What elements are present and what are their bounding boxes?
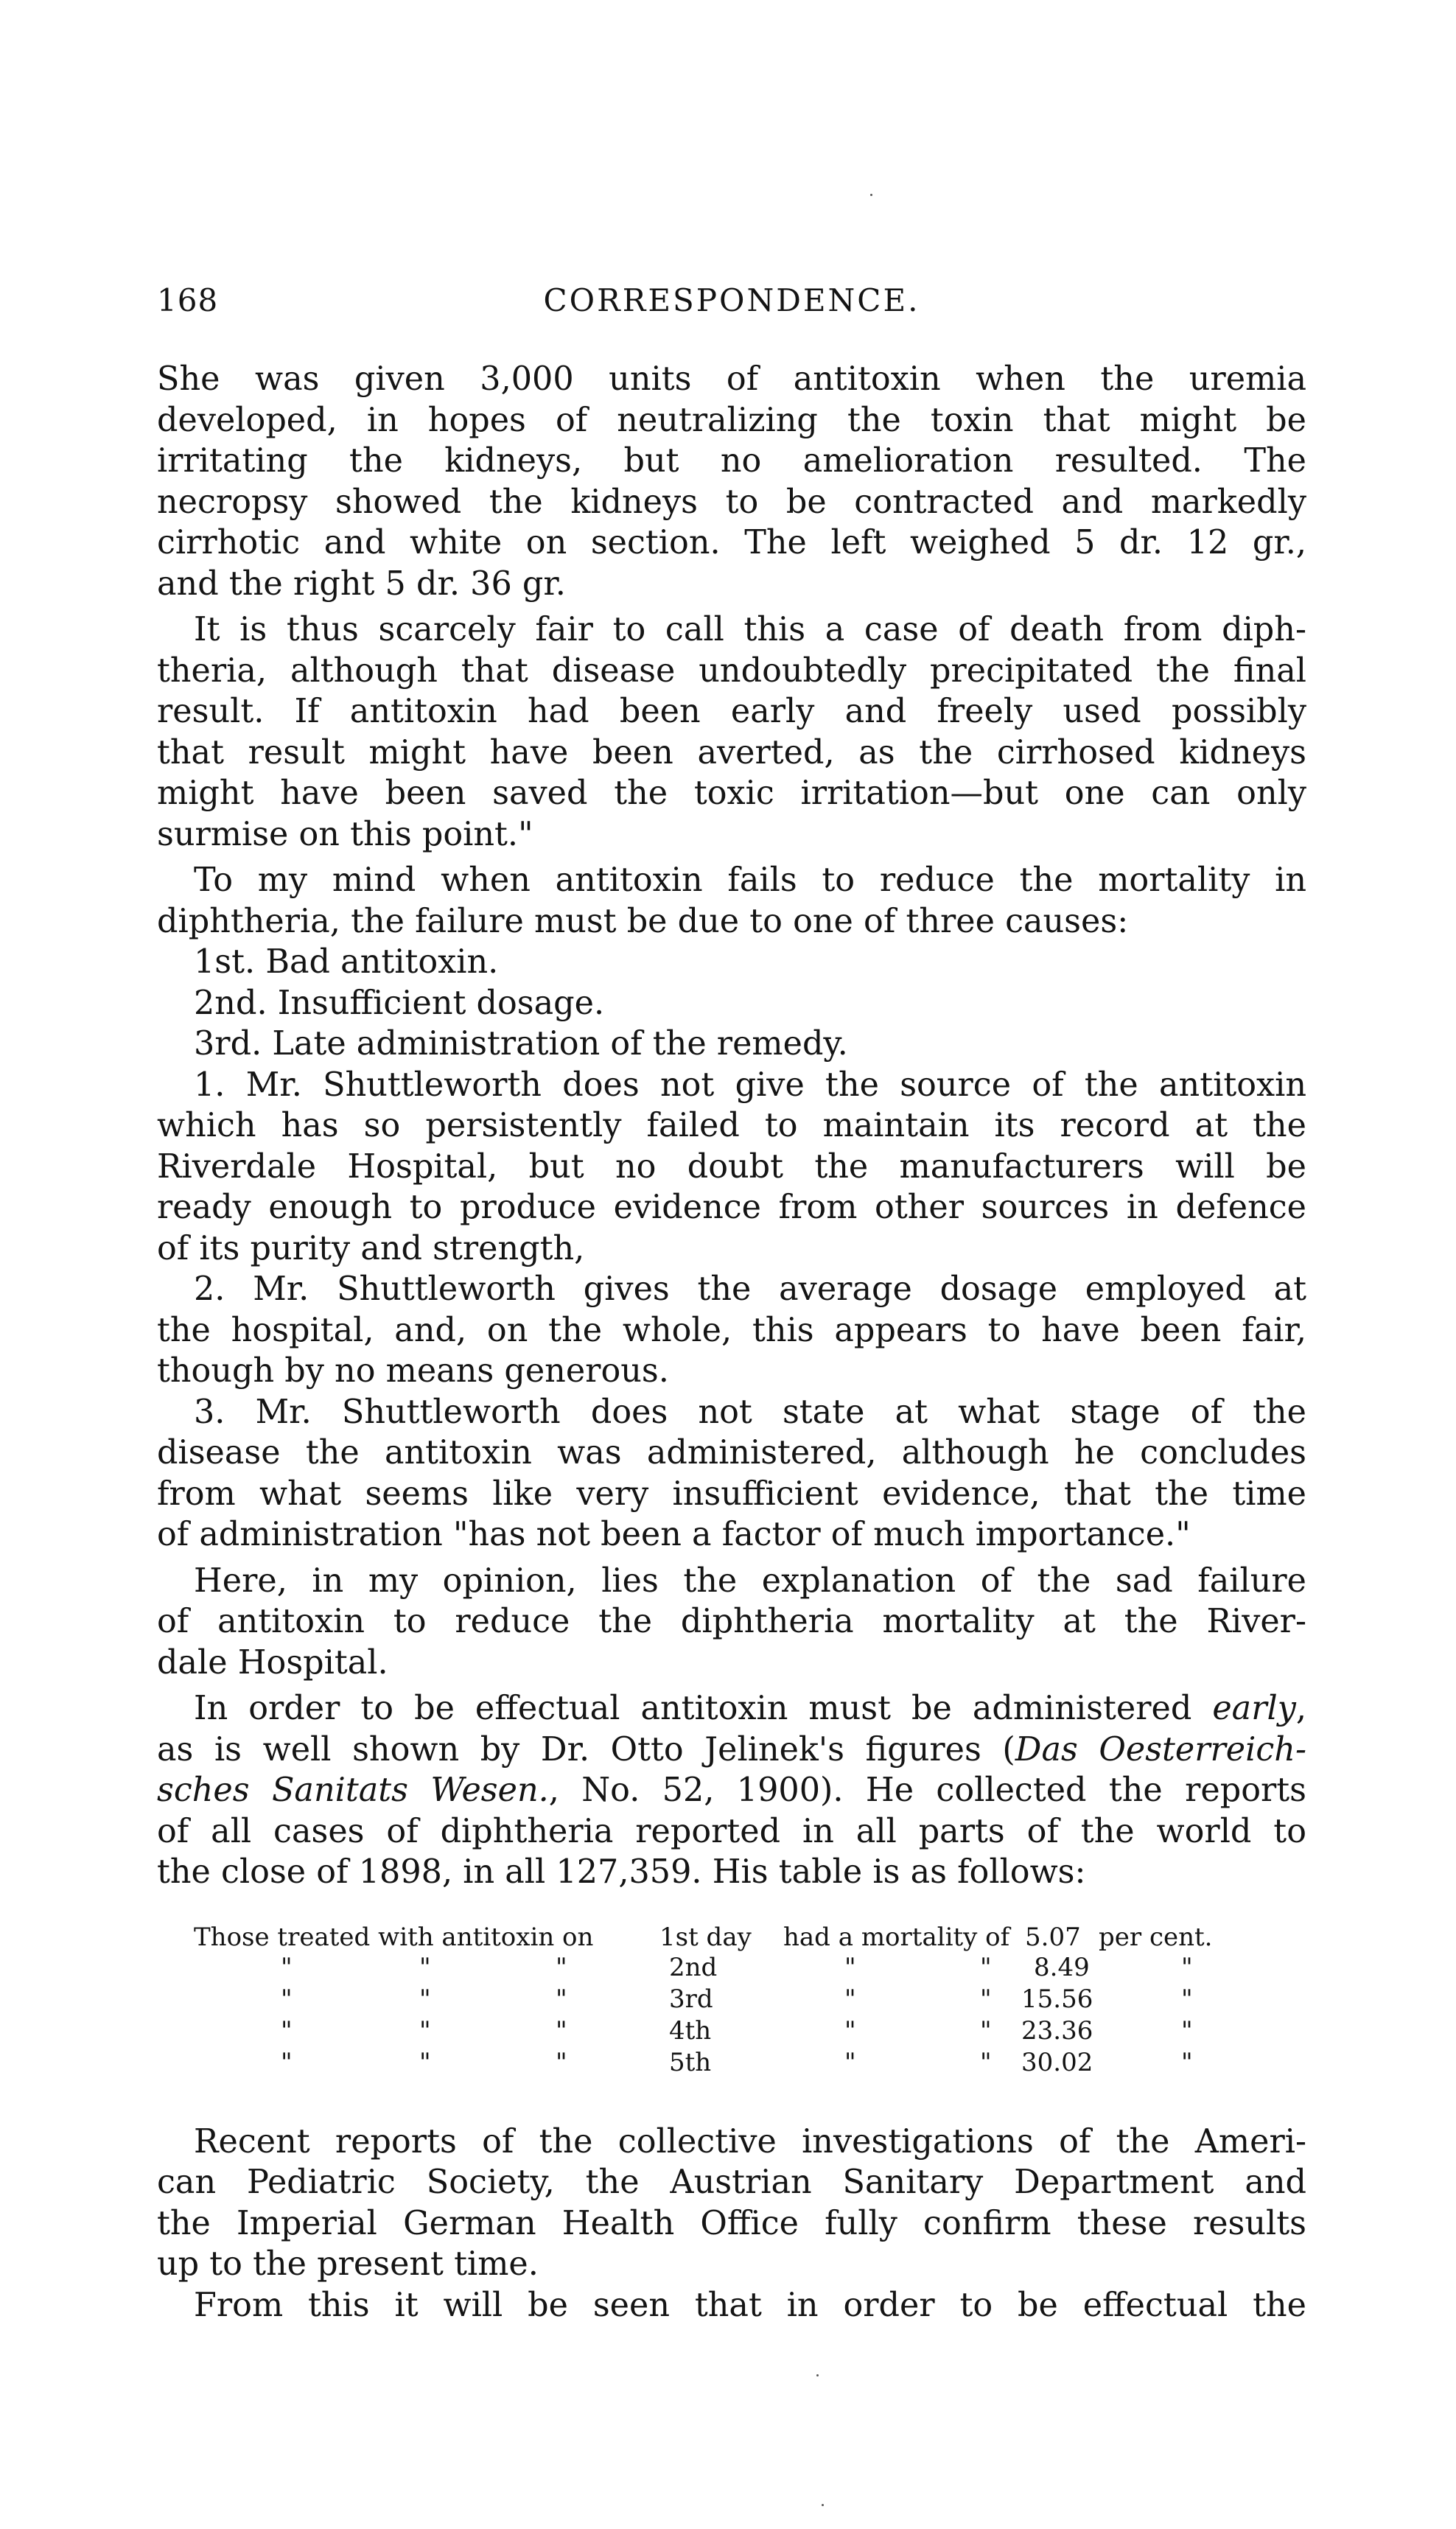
text-line: result. If antitoxin had been early and freely used possibly [157,693,1306,730]
list-item [157,983,1306,1024]
ditto-mark: " [556,1952,567,1982]
table-day: 2nd [669,1952,718,1982]
text-line: the Imperial German Health Office fully confirm these results [157,2204,1306,2242]
text-line: which has so persistently failed to maintain its record at the [157,1107,1306,1144]
ditto-mark: " [281,1952,293,1982]
ditto-mark: " [844,2015,856,2046]
table-value: 8.49 [1034,1952,1090,1982]
table-day: 5th [669,2047,712,2077]
list-item [157,1024,1306,1065]
text-line: 1. Mr. Shuttleworth does not give the source of the antitoxin [194,1066,1306,1104]
table-row-label: had a mortality of [783,1922,1010,1952]
text-line: of all cases of diphtheria reported in all parts of the world to [157,1812,1306,1850]
ditto-mark: " [980,1984,992,2014]
scan-speck [822,2504,824,2506]
paragraph [157,2285,1306,2326]
text-line: diphtheria, the failure must be due to one of three causes: [157,902,1129,940]
text-line: In order to be effectual antitoxin must be administered early, [194,1690,1306,1727]
paragraph [157,359,1306,604]
text-line: though by no means generous. [157,1352,669,1390]
text-line: from what seems like very insufficient evidence, that the time [157,1475,1306,1513]
paragraph [157,1065,1306,1270]
text-line: 2nd. Insufficient dosage. [194,984,605,1022]
paragraph [157,2122,1306,2285]
ditto-mark: " [556,2047,567,2077]
text-line: surmise on this point." [157,815,533,853]
text-line: of administration "has not been a factor of much importance." [157,1516,1191,1553]
ditto-mark: " [980,2015,992,2046]
text-line: From this it will be seen that in order to be effectual the [194,2286,1306,2324]
text-line: disease the antitoxin was administered, although he concludes [157,1434,1306,1472]
text-line: of antitoxin to reduce the diphtheria mortality at the River- [157,1603,1306,1640]
text-line: 2. Mr. Shuttleworth gives the average dosage employed at [194,1270,1306,1308]
text-line: and the right 5 dr. 36 gr. [157,564,566,603]
paragraph [157,609,1306,855]
text-line: theria, although that disease undoubtedly precipitated the final [157,651,1306,690]
mortality-table [157,1921,1306,2080]
text-line: 1st. Bad antitoxin. [194,943,499,981]
text-line: 3rd. Late administration of the remedy. [194,1025,848,1063]
text-line: dale Hospital. [157,1643,388,1682]
text-line: as is well shown by Dr. Otto Jelinek's figures (Das Oesterreich- [157,1730,1306,1769]
table-day: 3rd [669,1984,713,2014]
table-day: 4th [669,2015,712,2046]
table-value: 30.02 [1021,2047,1093,2077]
text-line: irritating the kidneys, but no amelioration resulted. The [157,442,1306,480]
scan-speck [870,194,872,196]
text-line: that result might have been averted, as the cirrhosed kidneys [157,733,1306,772]
list-item [157,942,1306,983]
ditto-mark: " [1181,1984,1193,2014]
paragraph [157,1688,1306,1893]
ditto-mark: " [419,2015,431,2046]
ditto-mark: " [281,2015,293,2046]
text-line: She was given 3,000 units of antitoxin when the uremia [157,360,1306,398]
running-title: CORRESPONDENCE. [543,282,920,318]
body-text [157,359,1306,2326]
paragraph [157,860,1306,942]
ditto-mark: " [419,1984,431,2014]
text-line: sches Sanitats Wesen., No. 52, 1900). He collected the reports [157,1771,1306,1809]
ditto-mark: " [1181,2047,1193,2077]
text-line: up to the present time. [157,2245,539,2283]
table-row-label: Those treated with antitoxin on [194,1922,594,1952]
ditto-mark: " [556,1984,567,2014]
ditto-mark: " [419,1952,431,1982]
ditto-mark: " [281,2047,293,2077]
text-line: Recent reports of the collective investigations of the Ameri- [194,2122,1306,2161]
text-line: Here, in my opinion, lies the explanation of the sad failure [194,1561,1306,1600]
text-line: the close of 1898, in all 127,359. His table is as follows: [157,1853,1086,1891]
ditto-mark: " [844,1984,856,2014]
text-line: cirrhotic and white on section. The left weighed 5 dr. 12 gr., [157,524,1306,562]
ditto-mark: " [556,2015,567,2046]
table-value: 15.56 [1021,1984,1093,2014]
table-unit: per cent. [1099,1922,1213,1952]
ditto-mark: " [844,1952,856,1982]
table-value: 5.07 [1025,1922,1081,1952]
text-line: ready enough to produce evidence from other sources in defence [157,1189,1306,1226]
page-number: 168 [157,282,219,318]
page-header [157,282,1306,326]
table-day: 1st day [659,1922,752,1952]
paragraph [157,1269,1306,1392]
ditto-mark: " [844,2047,856,2077]
ditto-mark: " [980,1952,992,1982]
table-value: 23.36 [1021,2015,1093,2046]
paragraph [157,1561,1306,1684]
text-line: might have been saved the toxic irritation—but one can only [157,774,1306,812]
ditto-mark: " [980,2047,992,2077]
text-line: of its purity and strength, [157,1229,585,1267]
text-line: developed, in hopes of neutralizing the toxin that might be [157,401,1306,439]
text-line: 3. Mr. Shuttleworth does not state at what stage of the [194,1393,1306,1431]
ditto-mark: " [1181,1952,1193,1982]
text-line: the hospital, and, on the whole, this appears to have been fair, [157,1311,1306,1349]
paragraph [157,1392,1306,1556]
ditto-mark: " [1181,2015,1193,2046]
text-line: can Pediatric Society, the Austrian Sanitary Department and [157,2164,1306,2201]
text-line: It is thus scarcely fair to call this a case of death from diph- [194,611,1306,648]
text-line: necropsy showed the kidneys to be contracted and markedly [157,483,1306,521]
ditto-mark: " [419,2047,431,2077]
text-line: To my mind when antitoxin fails to reduce the mortality in [194,861,1306,899]
text-line: Riverdale Hospital, but no doubt the manufacturers will be [157,1147,1306,1186]
ditto-mark: " [281,1984,293,2014]
scan-speck [816,2374,819,2376]
